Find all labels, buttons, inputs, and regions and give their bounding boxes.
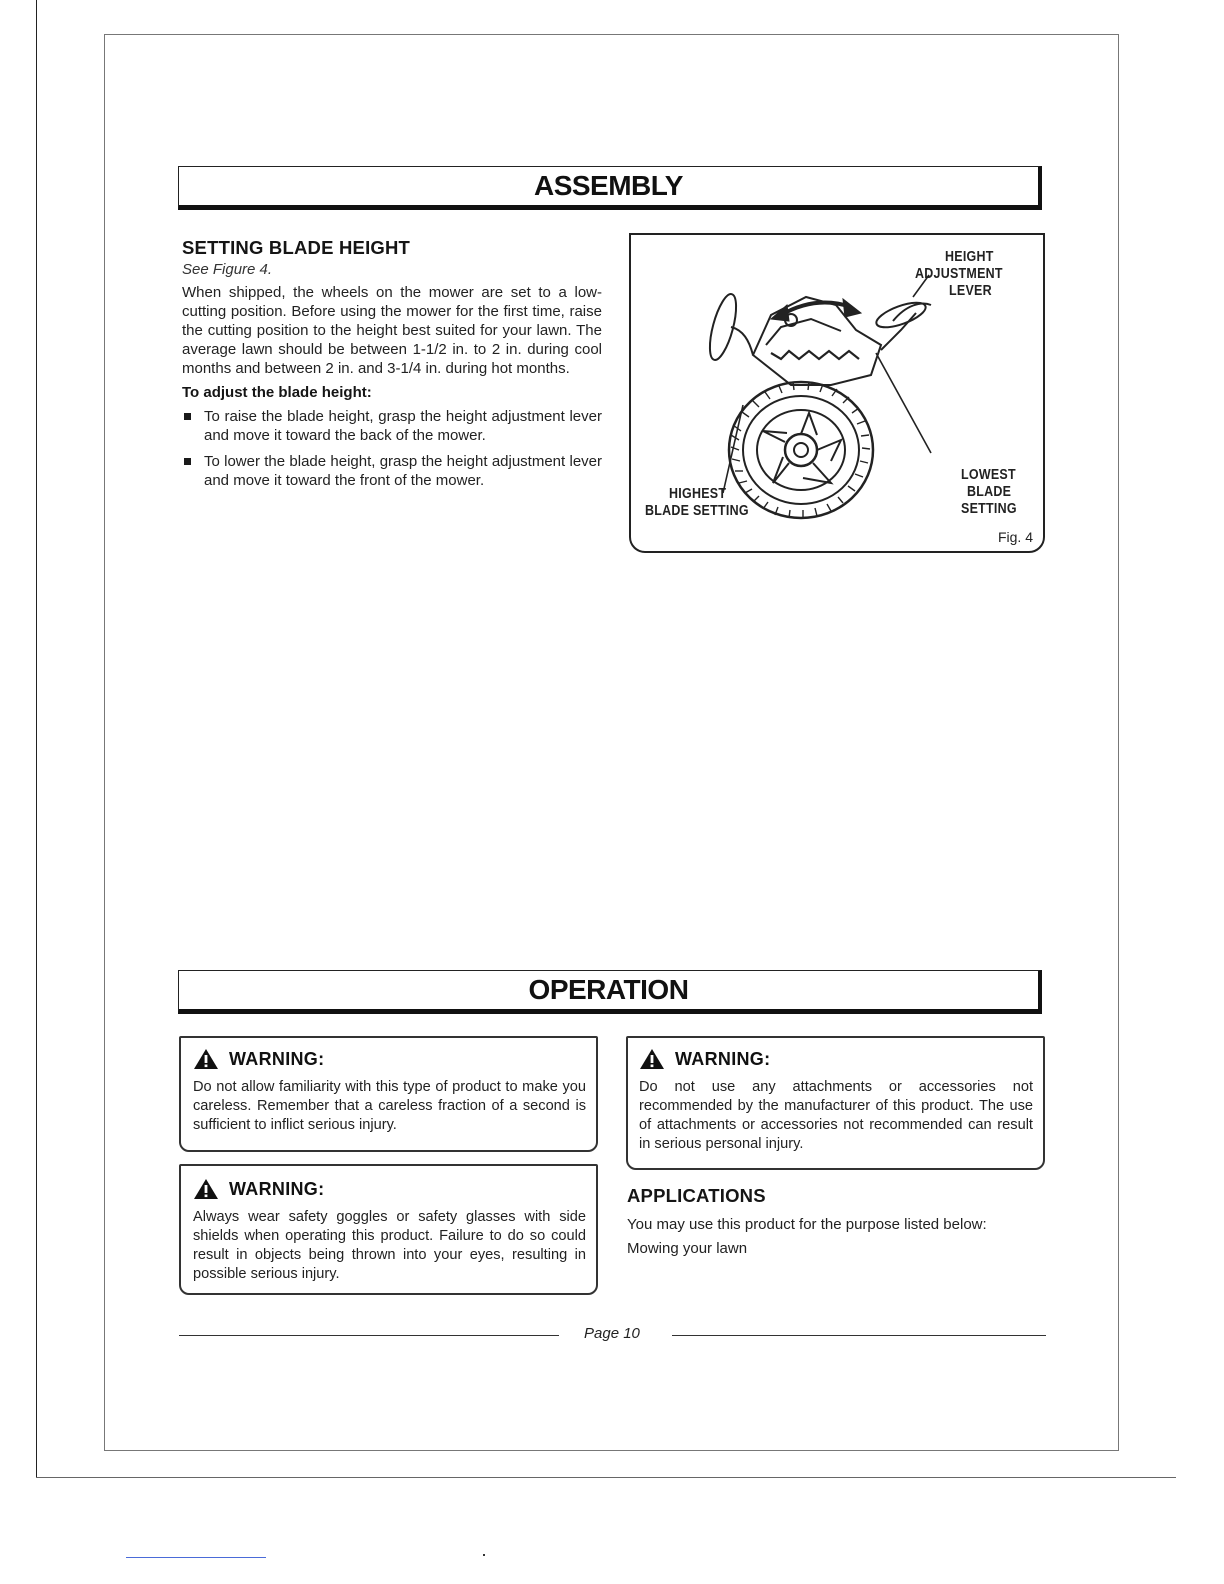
scan-dot xyxy=(483,1554,485,1556)
warning-box-safety-goggles xyxy=(179,1164,598,1295)
blade-height-paragraph: When shipped, the wheels on the mower are set to a low-cutting position. Before using the mower for the first time, raise the cutting position to the height best suited for your lawn. The average lawn should be between 1-1/2 in. to 2 in. during cool months and between 2 in. and 3-1/4 in. during hot months. xyxy=(182,284,602,377)
label-blade: BLADE xyxy=(967,484,1012,500)
footer-rule-left xyxy=(179,1335,559,1336)
assembly-section-header xyxy=(178,166,1042,210)
figure-4 xyxy=(629,233,1045,553)
adjust-blade-height-lead: To adjust the blade height: xyxy=(182,384,372,401)
scan-edge-line xyxy=(36,0,37,1478)
warning-label: WARNING: xyxy=(229,1048,325,1069)
setting-blade-height-section xyxy=(182,237,602,497)
label-setting: SETTING xyxy=(961,501,1017,517)
label-lowest: LOWEST xyxy=(961,467,1016,483)
warning-triangle-icon xyxy=(193,1048,219,1070)
applications-heading: APPLICATIONS xyxy=(627,1185,766,1206)
setting-blade-height-heading: SETTING BLADE HEIGHT xyxy=(182,237,411,258)
footer-rule-right xyxy=(672,1335,1046,1336)
warning-text: Always wear safety goggles or safety glasses with side shields when operating this product. Failure to do so could result in objects being thrown into your eyes, resulting in possible serious injury. xyxy=(193,1209,586,1282)
warning-text: Do not allow familiarity with this type of product to make you careless. Remember that a careless fraction of a second is sufficient to inflict serious injury. xyxy=(193,1079,586,1133)
warning-header xyxy=(639,1048,1033,1070)
operation-title: OPERATION xyxy=(528,974,689,1005)
warning-header xyxy=(193,1178,586,1200)
label-lever: LEVER xyxy=(949,283,992,299)
scan-blue-mark xyxy=(126,1557,266,1558)
assembly-title: ASSEMBLY xyxy=(533,170,683,201)
warning-triangle-icon xyxy=(639,1048,665,1070)
warning-label: WARNING: xyxy=(675,1048,771,1069)
label-blade-setting: BLADE SETTING xyxy=(645,503,749,519)
warning-triangle-icon xyxy=(193,1178,219,1200)
warning-label: WARNING: xyxy=(229,1178,325,1199)
scan-bottom-line xyxy=(36,1477,1176,1478)
page-number: Page 10 xyxy=(584,1325,640,1342)
applications-item: Mowing your lawn xyxy=(627,1240,748,1257)
warning-text: Do not use any attachments or accessories not recommended by the manufacturer of this product. The use of attachments or accessories not recommended can result in serious personal injury. xyxy=(639,1079,1033,1152)
see-figure-note: See Figure 4. xyxy=(182,261,273,278)
warning-box-attachments xyxy=(626,1036,1045,1170)
operation-section-header xyxy=(178,970,1042,1014)
adjust-steps-list xyxy=(182,407,602,490)
figure-caption: Fig. 4 xyxy=(997,529,1033,545)
warning-box-familiarity xyxy=(179,1036,598,1152)
list-item: To raise the blade height, grasp the height adjustment lever and move it toward the back of the mower. xyxy=(182,407,602,445)
list-item: To lower the blade height, grasp the height adjustment lever and move it toward the front of the mower. xyxy=(182,452,602,490)
label-adjustment: ADJUSTMENT xyxy=(915,266,1003,282)
label-height: HEIGHT xyxy=(945,249,994,265)
label-highest: HIGHEST xyxy=(669,486,727,502)
warning-header xyxy=(193,1048,586,1070)
applications-intro: You may use this product for the purpose listed below: xyxy=(627,1216,987,1233)
applications-section xyxy=(627,1185,1045,1258)
